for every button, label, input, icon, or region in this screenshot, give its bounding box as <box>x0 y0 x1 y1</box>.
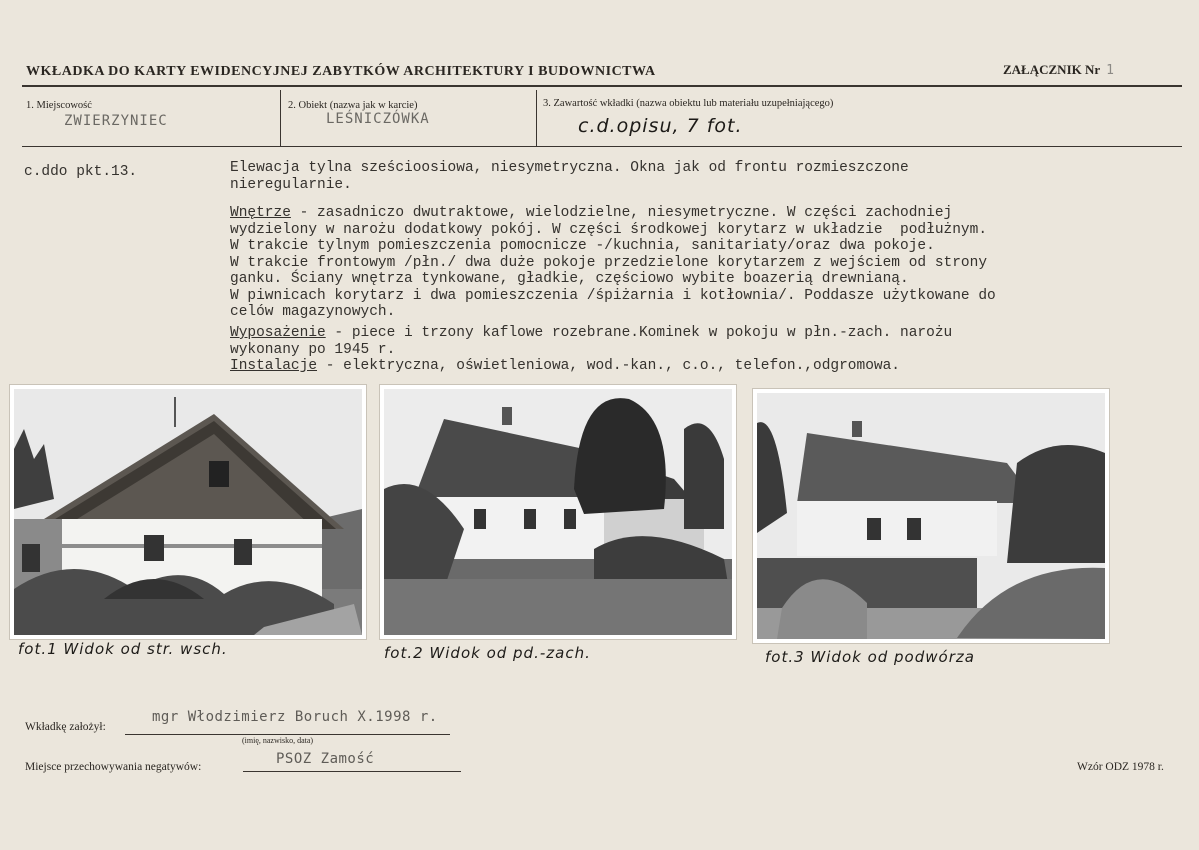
locality-value: ZWIERZYNIEC <box>64 113 168 129</box>
annex-label: ZAŁĄCZNIK Nr <box>1003 62 1101 77</box>
photo-2 <box>379 384 737 640</box>
equipment-heading: Wyposażenie <box>230 325 326 341</box>
photo-3-house-yard-view <box>757 393 1105 639</box>
description-equipment-line1 <box>230 325 952 342</box>
object-label: 2. Obiekt (nazwa jak w karcie) <box>288 100 418 111</box>
photo-1 <box>9 384 367 640</box>
photo-3 <box>752 388 1110 644</box>
photo-1-house-east-view <box>14 389 362 635</box>
field-rule <box>22 146 1182 147</box>
object-value: LEŚNICZÓWKA <box>326 111 430 127</box>
header-rule <box>22 85 1182 87</box>
founder-label: Wkładkę założył: <box>25 721 106 733</box>
description-installations <box>230 358 900 375</box>
installations-heading: Instalacje <box>230 358 318 374</box>
photo-1-caption: fot.1 Widok od str. wsch. <box>18 640 228 658</box>
field-divider <box>536 90 537 146</box>
photo-3-caption: fot.3 Widok od podwórza <box>765 648 975 666</box>
storage-line <box>243 771 461 772</box>
founder-hint: (imię, nazwisko, data) <box>242 736 314 745</box>
description-interior: wydzielony w narożu dodatkowy pokój. W części środkowej korytarz w układzie podłużnym. W trakcie tylnym pomieszczenia pomocnicze -/kuchnia, sanitariaty/oraz dwa pokoje. W trakcie frontowym /płn./ dwa duże pokoje przedzielone korytarzem z wejściem od strony ganku. Ściany wnętrza tynkowane, gładkie, częściowo wybite boazerią drewnianą. W piwnicach korytarz i dwa pomieszczenia /śpiżarnia i kotłownia/. Poddasze użytkowane do celów magazynowych. <box>230 221 996 320</box>
description-interior-line1 <box>230 205 952 222</box>
interior-text-first: - zasadniczo dwutraktowe, wielodzielne, niesymetryczne. W części zachodniej <box>290 205 953 221</box>
installations-text: - elektryczna, oświetleniowa, wod.-kan., c.o., telefon.,odgromowa. <box>317 358 901 374</box>
description-equipment: wykonany po 1945 r. <box>230 341 396 358</box>
storage-label: Miejsce przechowywania negatywów: <box>25 761 202 773</box>
photo-2-house-southwest-view <box>384 389 732 635</box>
locality-label: 1. Miejscowość <box>26 100 92 111</box>
description-rear-elevation: Elewacja tylna sześcioosiowa, niesymetryczna. Okna jak od frontu rozmieszczone nieregularnie. <box>230 160 909 193</box>
interior-heading: Wnętrze <box>230 205 291 221</box>
field-divider <box>280 90 281 146</box>
storage-value: PSOZ Zamość <box>276 751 375 767</box>
contents-value-handwritten: c.d.opisu, 7 fot. <box>578 115 743 137</box>
section-reference: c.ddo pkt.13. <box>24 164 138 180</box>
annex-field <box>1003 62 1114 78</box>
contents-label: 3. Zawartość wkładki (nazwa obiektu lub materiału uzupełniającego) <box>543 98 834 109</box>
template-reference: Wzór ODZ 1978 r. <box>1077 761 1164 773</box>
annex-number: 1 <box>1106 63 1114 78</box>
photo-2-caption: fot.2 Widok od pd.-zach. <box>384 644 591 662</box>
document-title: WKŁADKA DO KARTY EWIDENCYJNEJ ZABYTKÓW ARCHITEKTURY I BUDOWNICTWA <box>26 64 656 79</box>
equipment-text-first: - piece i trzony kaflowe rozebrane.Kominek w pokoju w płn.-zach. narożu <box>325 325 953 341</box>
founder-value: mgr Włodzimierz Boruch X.1998 r. <box>152 709 438 725</box>
founder-line <box>125 734 450 735</box>
